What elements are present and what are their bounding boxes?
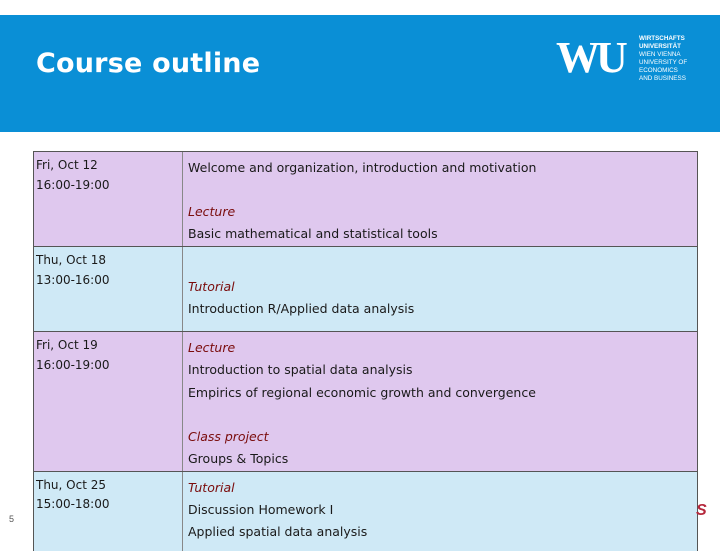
table-row bbox=[33, 471, 698, 551]
session-type: Lecture bbox=[188, 204, 236, 219]
table-row bbox=[33, 331, 698, 471]
session-type: Lecture bbox=[188, 340, 236, 355]
session-date: Thu, Oct 18 bbox=[36, 253, 107, 267]
session-date: Thu, Oct 25 bbox=[36, 478, 107, 492]
session-topic: Welcome and organization, introduction and motivation bbox=[188, 160, 537, 175]
logo-line: WIRTSCHAFTS bbox=[639, 35, 685, 42]
logo-line: ECONOMICS bbox=[639, 67, 678, 74]
session-time: 16:00-19:00 bbox=[36, 178, 110, 192]
table-border bbox=[33, 151, 34, 551]
logo-line: UNIVERSITÄT bbox=[639, 43, 681, 50]
logo-text bbox=[639, 35, 699, 83]
session-topic: Introduction to spatial data analysis bbox=[188, 362, 413, 377]
table-border bbox=[33, 331, 698, 332]
session-time: 15:00-18:00 bbox=[36, 497, 110, 511]
session-topic: Basic mathematical and statistical tools bbox=[188, 226, 438, 241]
table-border bbox=[33, 151, 698, 152]
table-row bbox=[33, 246, 698, 331]
session-type: Tutorial bbox=[188, 480, 235, 495]
session-topic: Applied spatial data analysis bbox=[188, 524, 368, 539]
session-topic: Introduction R/Applied data analysis bbox=[188, 301, 415, 316]
session-date: Fri, Oct 12 bbox=[36, 158, 98, 172]
table-border bbox=[33, 246, 698, 247]
logo-mark: WU bbox=[556, 33, 624, 82]
session-date: Fri, Oct 19 bbox=[36, 338, 98, 352]
slide-title: Course outline bbox=[36, 48, 261, 79]
logo-line: UNIVERSITY OF bbox=[639, 59, 688, 66]
session-type: Class project bbox=[188, 429, 269, 444]
session-topic: Groups & Topics bbox=[188, 451, 289, 466]
table-border bbox=[697, 151, 698, 551]
session-time: 13:00-16:00 bbox=[36, 273, 110, 287]
university-logo bbox=[556, 32, 696, 104]
table-border bbox=[33, 471, 698, 472]
logo-line: AND BUSINESS bbox=[639, 75, 686, 82]
session-topic: Discussion Homework I bbox=[188, 502, 334, 517]
session-time: 16:00-19:00 bbox=[36, 358, 110, 372]
page-number: 5 bbox=[9, 514, 15, 524]
logo-line: WIEN VIENNA bbox=[639, 51, 681, 58]
session-topic: Empirics of regional economic growth and convergence bbox=[188, 385, 536, 400]
session-type: Tutorial bbox=[188, 279, 235, 294]
footer-logo-fragment: S bbox=[696, 502, 707, 519]
schedule-table bbox=[33, 151, 698, 551]
